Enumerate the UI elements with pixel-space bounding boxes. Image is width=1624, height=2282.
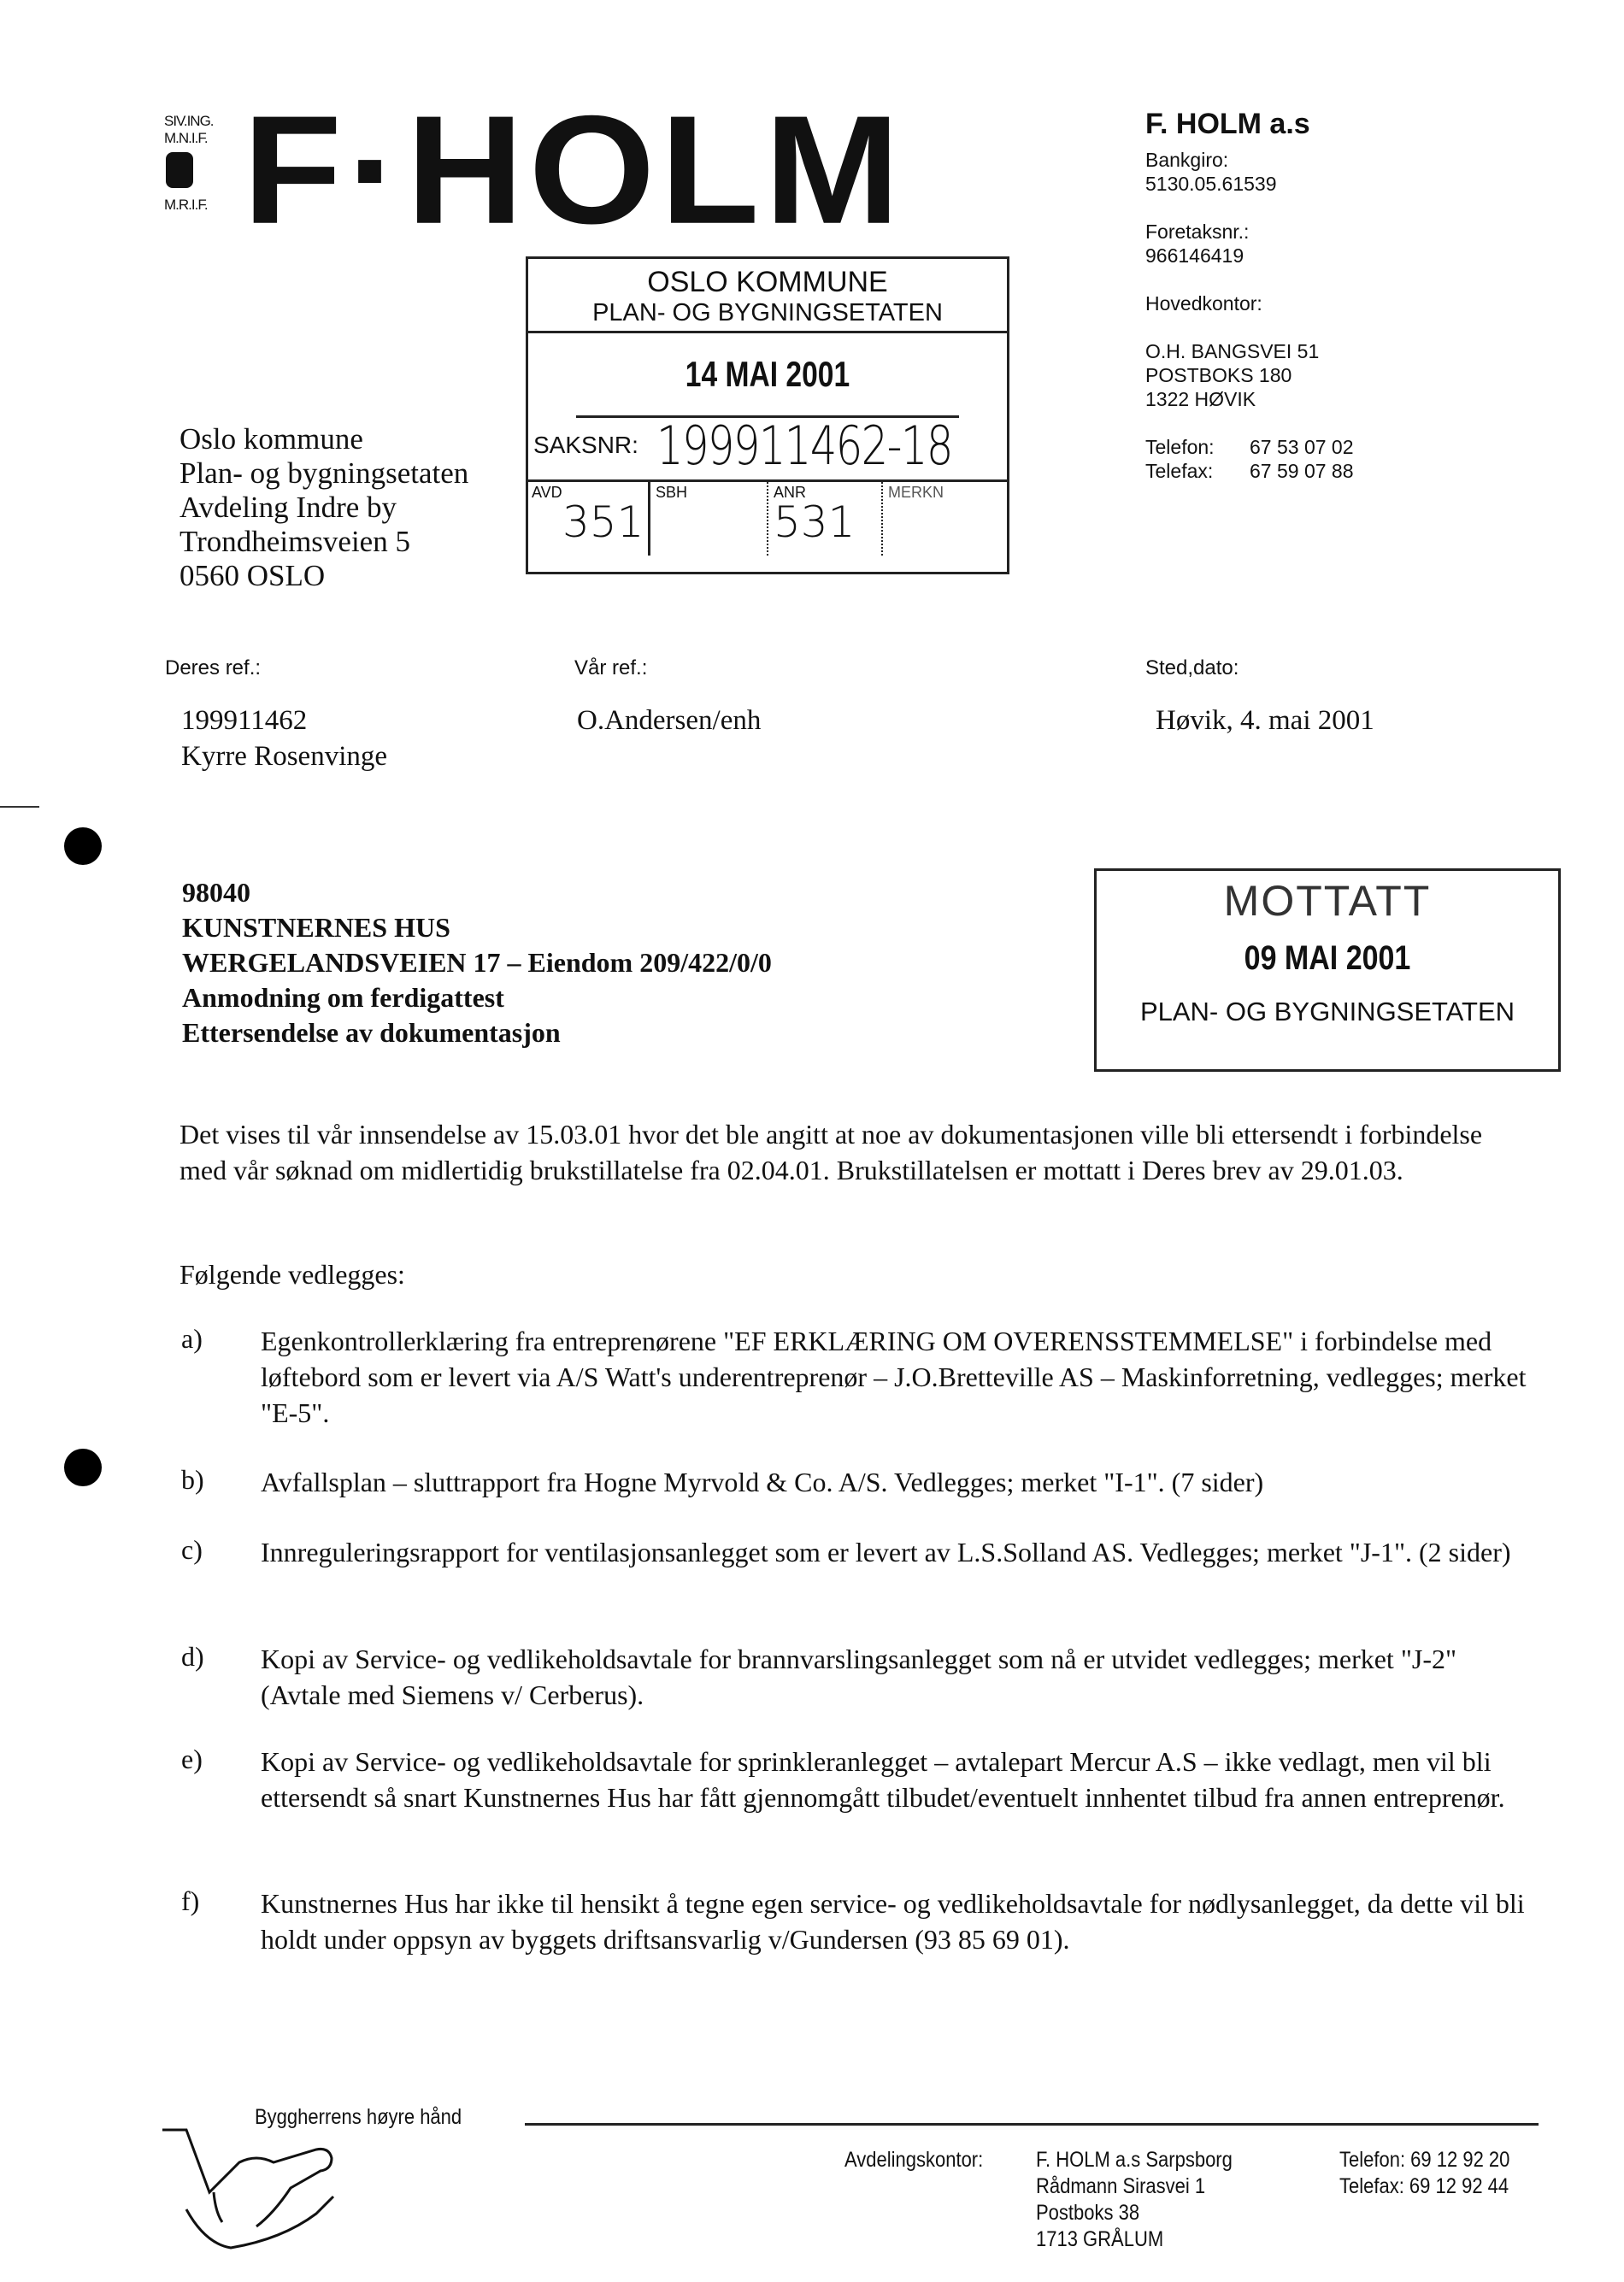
anr-label: ANR (774, 484, 807, 501)
item-text: Egenkontrollerklæring fra entreprenørene "EF ERKLÆRING OM OVERENSSTEMMELSE" i forbindelse med løftebord som er levert via A/S Watt's underentreprenør – J.O.Bretteville AS – Maskinforretning, vedlegges; merket "E-5". (261, 1326, 1527, 1428)
item-text: Kunstnernes Hus har ikke til hensikt å tegne egen service- og vedlikeholdsavtale for nødlysanlegget, da dette vil bli holdt under oppsyn av byggets driftsansvarlig v/Gundersen (93 85 69 01). (261, 1888, 1525, 1955)
recipient-line: Oslo kommune (179, 422, 363, 456)
avd-label: AVD (532, 484, 562, 501)
subject-line: KUNSTNERNES HUS (182, 912, 450, 943)
recipient-line: 0560 OSLO (179, 559, 326, 592)
recipient-line: Trondheimsveien 5 (179, 525, 410, 558)
hand-icon (162, 2111, 538, 2256)
avd-handwritten: 351 (562, 497, 644, 547)
recipient-address (179, 422, 468, 593)
item-text: Kopi av Service- og vedlikeholdsavtale for brannvarslingsanlegget som nå er utvidet vedlegges; merket "J-2" (Avtale med Siemens v/ Cerberus). (261, 1644, 1457, 1710)
item-label: a) (181, 1323, 203, 1354)
logo-credentials (164, 113, 214, 214)
received-stamp (526, 256, 1009, 574)
item-label: b) (181, 1464, 204, 1495)
sbh-label: SBH (656, 484, 688, 501)
item-label: c) (181, 1534, 203, 1565)
branch-phone: Telefon: 69 12 92 20 (1339, 2148, 1510, 2172)
branch-contact (1339, 2147, 1509, 2200)
company-name: F. HOLM a.s (1145, 108, 1310, 140)
merkn-label: MERKN (888, 484, 944, 501)
bankgiro-label: Bankgiro: (1145, 149, 1229, 171)
item-label: d) (181, 1641, 204, 1672)
phone-label: Telefon: (1145, 436, 1215, 458)
branch-line: F. HOLM a.s Sarpsborg (1036, 2148, 1233, 2172)
fax-value: 67 59 07 88 (1250, 460, 1354, 482)
credential-mnif: M.N.I.F. (164, 130, 208, 146)
deres-ref-value (181, 703, 387, 774)
item-label: f) (181, 1885, 200, 1916)
company-info (1145, 108, 1354, 483)
fold-mark (0, 806, 39, 808)
saksnr-label: SAKSNR: (533, 432, 638, 458)
deres-ref-label: Deres ref.: (165, 656, 262, 679)
stamp-dept: PLAN- OG BYGNINGSETATEN (528, 299, 1007, 333)
subject-line: WERGELANDSVEIEN 17 – Eiendom 209/422/0/0 (182, 947, 772, 978)
fax-label: Telefax: (1145, 460, 1214, 482)
var-ref-value: O.Andersen/enh (577, 705, 762, 736)
recipient-line: Avdeling Indre by (179, 491, 397, 524)
saksnr-handwritten: 199911462-18 (656, 415, 952, 477)
mottatt-date: 09 MAI 2001 (1244, 939, 1411, 977)
deres-ref-person: Kyrre Rosenvinge (181, 741, 388, 772)
hovedkontor-label: Hovedkontor: (1145, 292, 1262, 315)
stamp-date: 14 MAI 2001 (576, 333, 959, 418)
subject-line: Anmodning om ferdigattest (182, 982, 504, 1013)
item-text: Kopi av Service- og vedlikeholdsavtale for sprinkleranlegget – avtalepart Mercur A.S – ikke vedlagt, men vil bli ettersendt så snart Kunstnernes Hus har fått gjennomgått tilbudet/eventuelt innhentet tilbud fra annen entreprenør. (261, 1746, 1505, 1813)
mottatt-title: MOTTATT (1223, 877, 1432, 925)
stamp-org: OSLO KOMMUNE (647, 266, 888, 298)
deres-ref-number: 199911462 (181, 705, 308, 736)
branch-fax: Telefax: 69 12 92 44 (1339, 2174, 1509, 2198)
foretaksnr-value: 966146419 (1145, 244, 1244, 267)
item-text: Innreguleringsrapport for ventilasjonsanlegget som er levert av L.S.Solland AS. Vedlegges; merket "J-1". (2 sider) (261, 1537, 1511, 1567)
branch-line: Rådmann Sirasvei 1 (1036, 2174, 1206, 2198)
hq-address-line: O.H. BANGSVEI 51 (1145, 340, 1320, 362)
phone-value: 67 53 07 02 (1250, 436, 1354, 458)
subject-line: 98040 (182, 877, 250, 908)
punch-hole-icon (64, 827, 102, 865)
association-logo-icon (166, 152, 193, 188)
hq-address-line: POSTBOKS 180 (1145, 364, 1292, 386)
sted-dato-value: Høvik, 4. mai 2001 (1156, 705, 1374, 736)
bankgiro-value: 5130.05.61539 (1145, 173, 1277, 195)
credential-mrif: M.R.I.F. (164, 197, 208, 213)
company-logo: F·HOLM (243, 84, 905, 256)
subject-line: Ettersendelse av dokumentasjon (182, 1017, 561, 1048)
intro-paragraph: Det vises til vår innsendelse av 15.03.01 hvor det ble angitt at noe av dokumentasjonen ville bli ettersendt i forbindelse med vår søknad om midlertidig brukstillatelse fra 02.04.01. Brukstillatelsen er mottatt i Deres brev av 29.01.03. (179, 1119, 1483, 1185)
hq-address-line: 1322 HØVIK (1145, 388, 1256, 410)
branch-line: Postboks 38 (1036, 2201, 1140, 2225)
subject-block (182, 875, 772, 1050)
branch-office-label: Avdelingskontor: (844, 2148, 984, 2172)
sted-dato-label: Sted,dato: (1145, 656, 1239, 679)
list-heading: Følgende vedlegges: (179, 1259, 405, 1290)
punch-hole-icon (64, 1449, 102, 1486)
item-label: e) (181, 1744, 203, 1774)
mottatt-dept: PLAN- OG BYGNINGSETATEN (1139, 997, 1515, 1026)
recipient-line: Plan- og bygningsetaten (179, 456, 469, 490)
credential-siving: SIV.ING. (164, 113, 214, 129)
item-text: Avfallsplan – sluttrapport fra Hogne Myrvold & Co. A/S. Vedlegges; merket "I-1". (7 sider) (261, 1467, 1264, 1497)
footer-rule (525, 2123, 1539, 2126)
branch-line: 1713 GRÅLUM (1036, 2227, 1164, 2251)
footer-slogan: Byggherrens høyre hånd (255, 2105, 462, 2129)
branch-office-address (1036, 2147, 1233, 2253)
foretaksnr-label: Foretaksnr.: (1145, 221, 1250, 243)
var-ref-label: Vår ref.: (574, 656, 648, 679)
mottatt-stamp (1094, 868, 1561, 1072)
anr-handwritten: 531 (774, 497, 856, 547)
